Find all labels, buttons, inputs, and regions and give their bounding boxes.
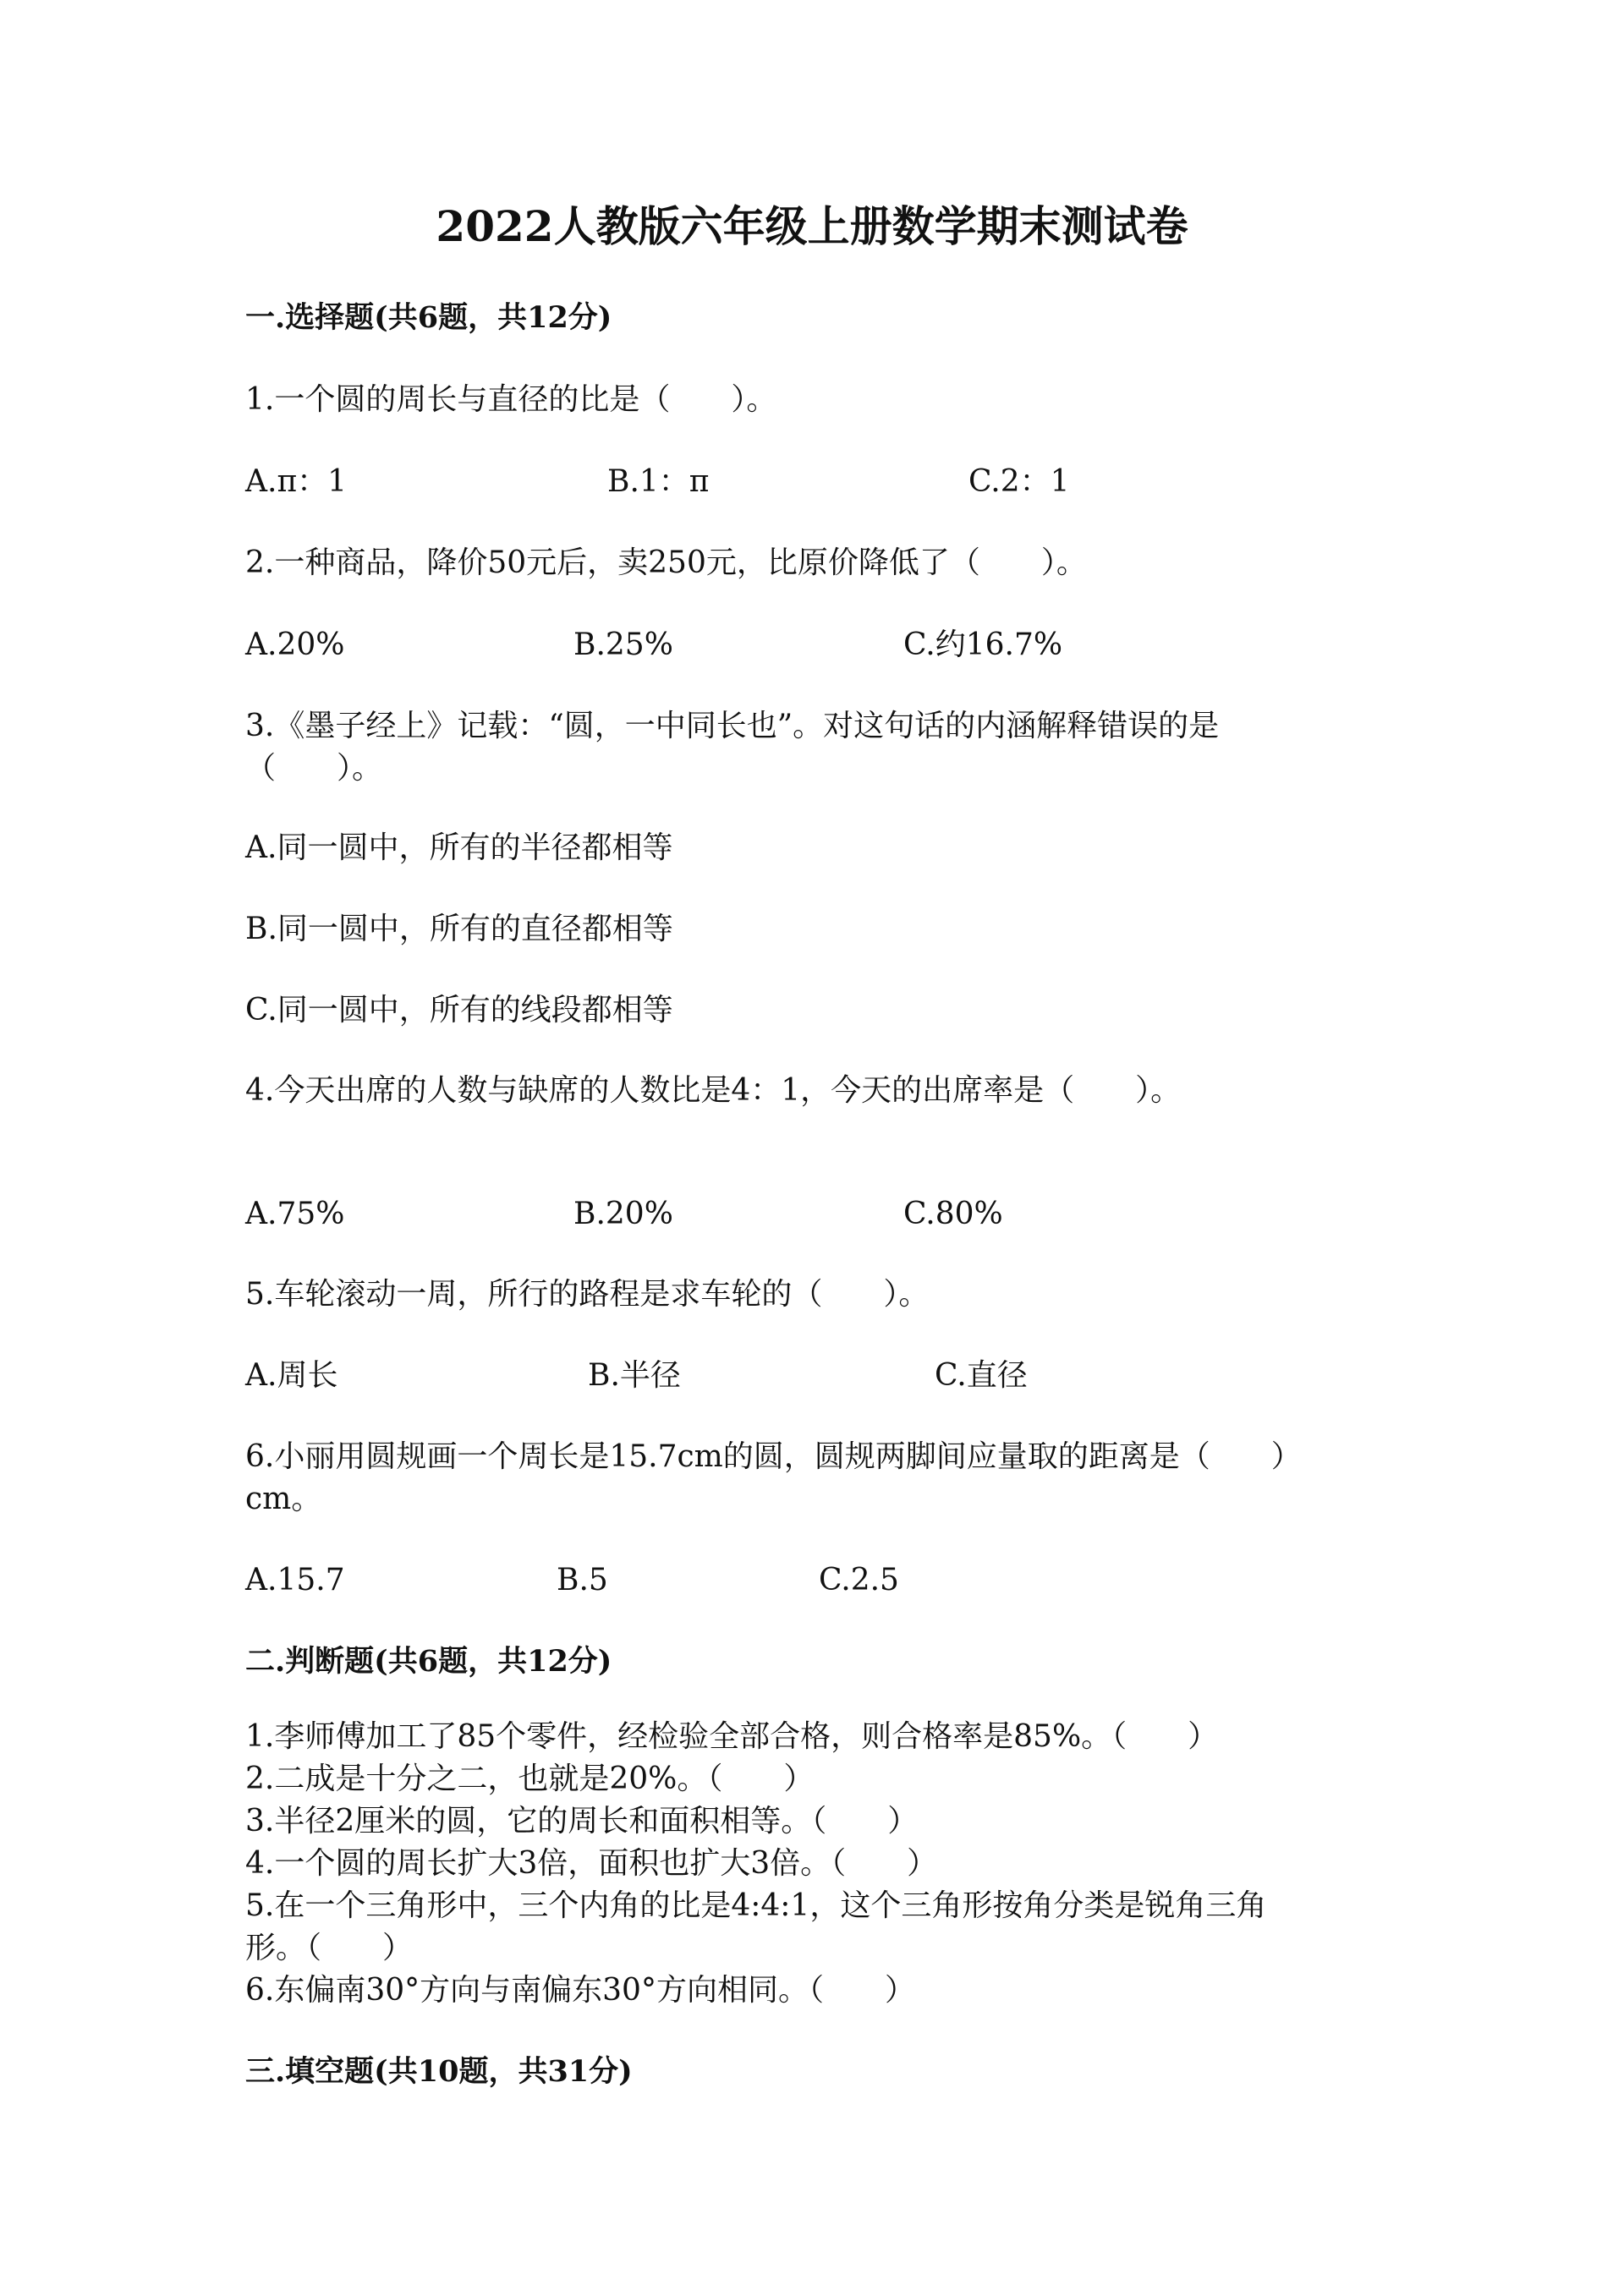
option-6a: A.15.7 <box>245 1563 345 1597</box>
option-2a: A.20% <box>245 627 345 662</box>
option-4c: C.80% <box>903 1197 1003 1231</box>
option-2b: B.25% <box>573 627 673 662</box>
question-choice-5: 5.车轮滚动一周，所行的路程是求车轮的（ ）。 <box>245 1277 930 1312</box>
section-heading-choice: 一.选择题(共6题，共12分) <box>245 300 612 335</box>
option-5a: A.周长 <box>245 1358 338 1393</box>
question-judge-5-line2: 形。（ ） <box>245 1931 414 1965</box>
question-judge-6: 6.东偏南30°方向与南偏东30°方向相同。（ ） <box>245 1973 915 2008</box>
question-choice-6-line2: cm。 <box>245 1482 322 1516</box>
question-choice-3-line1: 3.《墨子经上》记载：“圆，一中同长也”。对这句话的内涵解释错误的是 <box>245 709 1220 743</box>
option-4b: B.20% <box>573 1197 673 1231</box>
option-6b: B.5 <box>557 1563 608 1597</box>
question-choice-1: 1.一个圆的周长与直径的比是（ ）。 <box>245 382 777 417</box>
option-3c: C.同一圆中，所有的线段都相等 <box>245 993 673 1027</box>
section-heading-judge: 二.判断题(共6题，共12分) <box>245 1644 612 1679</box>
question-choice-3-line2: （ ）。 <box>245 751 383 786</box>
page-title: 2022人教版六年级上册数学期末测试卷 <box>436 201 1188 251</box>
option-1b: B.1：π <box>607 464 710 499</box>
option-5c: C.直径 <box>935 1358 1028 1393</box>
option-1c: C.2：1 <box>968 464 1070 499</box>
question-judge-3: 3.半径2厘米的圆，它的周长和面积相等。（ ） <box>245 1804 919 1838</box>
question-choice-2: 2.一种商品，降价50元后，卖250元，比原价降低了（ ）。 <box>245 545 1087 580</box>
question-judge-4: 4.一个圆的周长扩大3倍，面积也扩大3倍。（ ） <box>245 1846 938 1881</box>
option-2c: C.约16.7% <box>903 627 1063 662</box>
option-3b: B.同一圆中，所有的直径都相等 <box>245 912 673 946</box>
question-judge-1: 1.李师傅加工了85个零件，经检验全部合格，则合格率是85%。（ ） <box>245 1719 1219 1754</box>
option-1a: A.π：1 <box>245 464 348 499</box>
question-choice-6-line1: 6.小丽用圆规画一个周长是15.7cm的圆，圆规两脚间应量取的距离是（ ） <box>245 1439 1302 1474</box>
option-6c: C.2.5 <box>819 1563 899 1597</box>
option-4a: A.75% <box>245 1197 345 1231</box>
question-judge-2: 2.二成是十分之二，也就是20%。（ ） <box>245 1762 815 1796</box>
question-judge-5-line1: 5.在一个三角形中，三个内角的比是4:4:1，这个三角形按角分类是锐角三角 <box>245 1888 1267 1923</box>
option-5b: B.半径 <box>588 1358 681 1393</box>
question-choice-4: 4.今天出席的人数与缺席的人数比是4：1，今天的出席率是（ ）。 <box>245 1073 1182 1108</box>
option-3a: A.同一圆中，所有的半径都相等 <box>245 830 673 865</box>
section-heading-fill: 三.填空题(共10题，共31分) <box>245 2054 633 2089</box>
